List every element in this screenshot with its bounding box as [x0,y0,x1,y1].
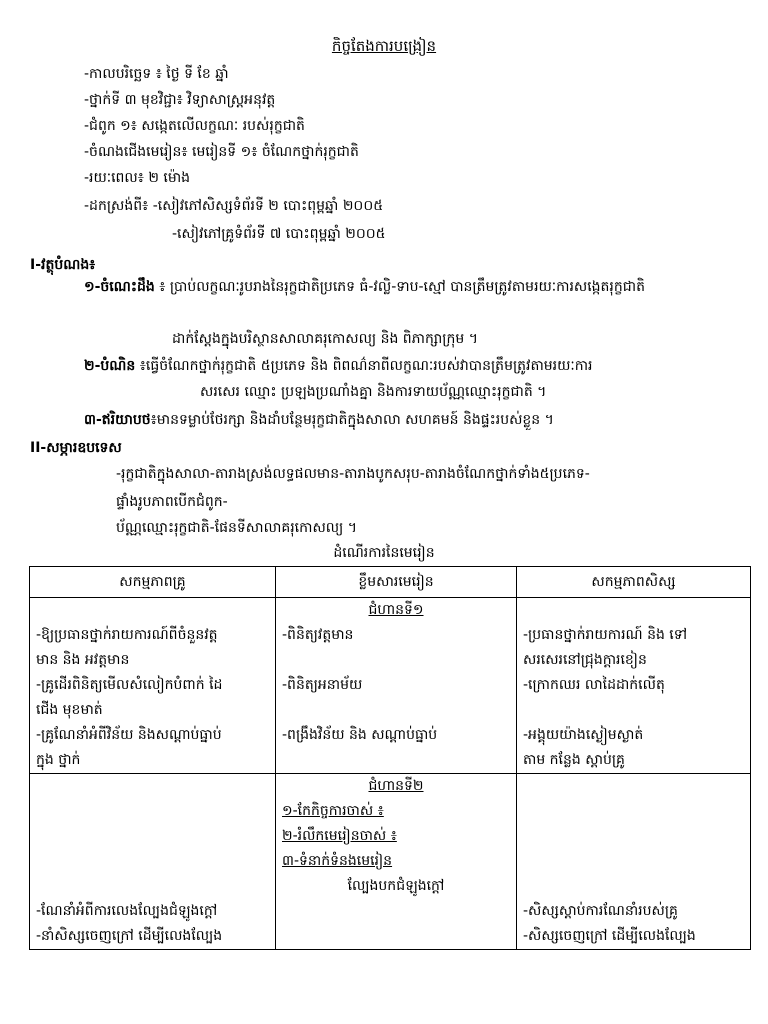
stage1-teacher-cell [30,598,276,774]
materials-line-3: ប័ណ្ណឈ្មោះរុក្ខជាតិ-ផែនទីសាលាគរុកោសល្យ ។ [116,520,357,536]
stage2-content-cell [276,774,517,950]
stage1-content-cell [276,598,517,774]
lesson-procedure-table [29,566,751,950]
knowledge-paragraph [28,275,738,325]
objectives-heading: I-វត្ថុបំណង៖ [30,257,96,273]
stage1-content-line: -ពិនិត្យវត្តមាន [282,627,354,643]
stage1-content-line: -ពង្រឹងវិន័យ និង សណ្តាប់ធ្នាប់ [282,727,438,743]
stage1-student-line [523,698,744,723]
header-lesson-content: ខ្លឹមសារមេរៀន [276,567,517,598]
stage1-content-line [282,648,510,673]
document-title: កិច្ចតែងការបង្រៀន [331,37,437,55]
attitude-label: ៣-ឥរិយាបថ [84,412,151,428]
grade-subject-line: -ថ្នាក់ទី ៣ មុខវិជ្ជា៖ វិទ្យាសាស្ត្រអនុវត្ត [84,92,276,108]
procedure-heading: ដំណើរការនៃមេរៀន [333,545,435,561]
stage1-student-line: សរសេរនៅជ្រុងក្តារខៀន [523,652,647,668]
knowledge-label: ១-ចំណេះដឹង [84,279,155,295]
chapter-line: -ជំពូក ១៖ សង្កេតលើលក្ខណៈ របស់រុក្ខជាតិ [84,118,305,134]
attitude-text: ៖មានទម្លាប់ថែរក្សា និងដាំបន្ថែមរុក្ខជាតិក្នុងសាលា សហគមន៍ និងផ្ទះរបស់ខ្លួន ។ [150,412,554,428]
stage1-title [282,598,510,623]
stage2-teacher-line: -ណែនាំអំពីការលេងល្បែងជំឡូងក្តៅ [36,903,218,919]
table-header-row [30,567,751,598]
skill-text-2: សរសេរ ឈ្មោះ ប្រឡងប្រណាំងគ្នា និងការទាយប័ណ្ណឈ្មោះរុក្ខជាតិ ។ [200,384,547,400]
stage2-title [282,774,510,799]
stage1-student-line: -អង្គុយយ៉ាងស្ងៀមស្ងាត់ [523,727,644,743]
skill-paragraph [84,356,754,376]
source-line: -ដកស្រង់ពី៖ -សៀវភៅសិស្សទំព័រទី ២ បោះពុម្ពឆ្នាំ ២០០៥ [84,198,384,214]
skill-text: ៖ធ្វើចំណែកថ្នាក់រុក្ខជាតិ ៥ប្រភេទ និង ពិពណ៌នាពីលក្ខណៈរបស់វាបានត្រឹមត្រូវតាមរយៈការ [135,358,593,374]
stage1-teacher-line: -គ្រូដើរពិនិត្យមើលសំលៀកបំពាក់ ដៃ [36,677,223,693]
stage2-content-sub: ល្បែងបកជំឡូងក្តៅ [347,878,445,894]
stage1-student-line: តាម កន្លែង ស្តាប់គ្រូ [523,752,625,768]
lesson-title-line: -ចំណងជើងមេរៀន៖ មេរៀនទី ១៖ ចំណែកថ្នាក់រុក្ខជាតិ [84,144,359,160]
stage2-teacher-cell [30,774,276,950]
duration-line: -រយៈពេល៖ ២ ម៉ោង [84,170,191,186]
source-line-2: -សៀវភៅគ្រូទំព័រទី ៧ បោះពុម្ពឆ្នាំ ២០០៥ [172,226,386,242]
header-student-activity: សកម្មភាពសិស្ស [517,567,751,598]
knowledge-text-2: ដាក់ស្តែងក្នុងបរិស្ថានសាលាគរុកោសល្យ និង ពិភាក្សាក្រុម ។ [172,331,478,347]
stage1-teacher-line: ជើង មុខមាត់ [36,702,103,718]
stage1-teacher-line: ក្នុង ថ្នាក់ [36,752,81,768]
stage2-student-line: -សិស្សចេញក្រៅ ដើម្បីលេងល្បែង [523,928,696,944]
header-teacher-activity: សកម្មភាពគ្រូ [30,567,276,598]
date-line: -កាលបរិច្ឆេទ ៖ ថ្ងៃ ទី ខែ ឆ្នាំ [84,66,229,82]
stage2-student-cell [517,774,751,950]
stage2-title-text: ជំហានទី២ [368,778,424,794]
stage1-student-line: -ប្រធានថ្នាក់រាយការណ៍ និង ទៅ [523,627,688,643]
stage2-content-item: ២-រំលឹកមេរៀនចាស់ ៖ [282,828,397,844]
table-row [30,598,751,774]
stage1-teacher-line: -ឱ្យប្រធានថ្នាក់រាយការណ៍ពីចំនួនវត្ត [36,627,218,643]
stage2-content-item: ១-កែកិច្ចការចាស់ ៖ [282,803,384,819]
attitude-paragraph [84,410,754,430]
stage1-content-line: -ពិនិត្យអនាម័យ [282,677,363,693]
materials-line-2: ផ្ទាំងរូបភាពបើកជំពូក- [116,494,228,510]
stage1-title-text: ជំហានទី១ [368,602,424,618]
materials-heading: II-សម្ភារឧបទេស [30,440,122,456]
stage2-content-item: ៣-ទំនាក់ទំនងមេរៀន [282,853,393,869]
stage1-content-line [282,698,510,723]
stage1-student-cell [517,598,751,774]
skill-label: ២-បំណិន [84,358,136,374]
table-row [30,774,751,950]
materials-line-1: -រុក្ខជាតិក្នុងសាលា-តារាងស្រង់លទ្ធផលមាន-តារាងបូកសរុប-តារាងចំណែកថ្នាក់ទាំង៥ប្រភេទ- [116,466,590,482]
stage1-teacher-line: -គ្រូណែនាំអំពីវិន័យ និងសណ្តាប់ធ្នាប់ [36,727,222,743]
knowledge-text: ៖ ប្រាប់លក្ខណៈរូបរាងនៃរុក្ខជាតិប្រភេទ ធំ-វល្លិ-ទាប-ស្មៅ បានត្រឹមត្រូវតាមរយៈការសង្កេតរុក្ខជាតិ [154,279,645,295]
stage1-student-line: -ក្រោកឈរ លាដៃដាក់លើតុ [523,677,665,693]
stage1-content-line [282,748,510,773]
stage1-teacher-line: មាន និង អវត្តមាន [36,652,130,668]
stage2-student-line: -សិស្សស្តាប់ការណែនាំរបស់គ្រូ [523,903,678,919]
stage2-teacher-line: -នាំសិស្សចេញក្រៅ ដើម្បីលេងល្បែង [36,928,223,944]
